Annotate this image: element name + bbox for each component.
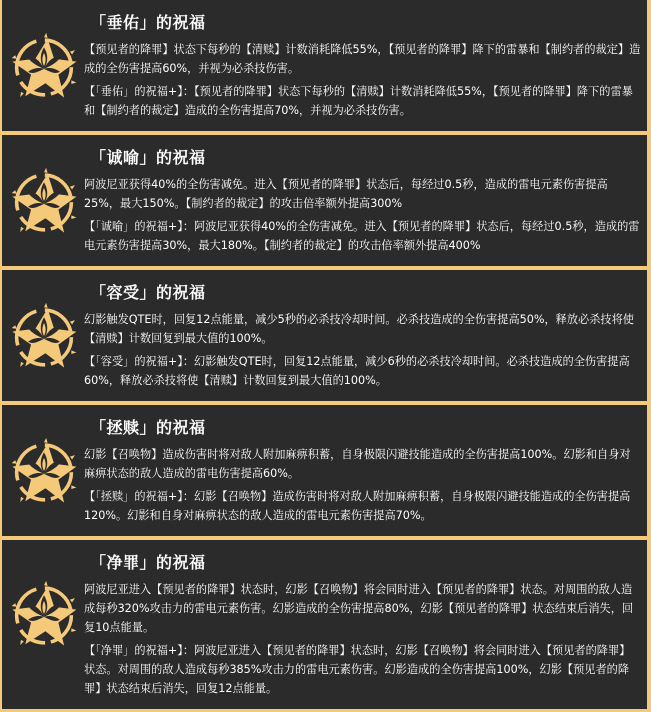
blessing-card-chengyu	[2, 135, 647, 266]
blessing-body	[84, 445, 641, 529]
blessing-title: 「拯赎」的祝福	[90, 418, 206, 437]
blessing-description: 阿波尼亚进入【预见者的降罪】状态时，幻影【召唤物】将会同时进入【预见者的降罪】状态。对周围的敌人造成每秒320%攻击力的雷电元素伤害。幻影造成的全伤害提高80%，幻影【预见者的降罪】状态结束后消失，回复10点能量。	[84, 583, 634, 634]
blessing-title: 「诚喻」的祝福	[90, 148, 206, 167]
blessing-card-chuiyou	[2, 0, 647, 131]
blessing-title: 「净罪」的祝福	[90, 553, 206, 572]
lotus-star-emblem-icon	[8, 165, 80, 237]
blessing-description: 【预见者的降罪】状态下每秒的【清赎】计数消耗降低55%，【预见者的降罪】降下的雷暴和【制约者的裁定】造成的全伤害提高60%，并视为必杀技伤害。	[84, 43, 641, 75]
blessing-body	[84, 310, 641, 394]
blessing-plus-description: 【「净罪」的祝福+】：阿波尼亚进入【预见者的降罪】状态时，幻影【召唤物】将会同时进入【预见者的降罪】状态。对周围的敌人造成每秒385%攻击力的雷电元素伤害。幻影造成的全伤害提高100%，幻影【预见者的降罪】状态结束后消失，回复12点能量。	[84, 644, 631, 695]
lotus-star-emblem-icon	[8, 435, 80, 507]
blessing-description: 幻影【召唤物】造成伤害时将对敌人附加麻痹积蓄，自身极限闪避技能造成的全伤害提高100%。幻影和自身对麻痹状态的敌人造成的雷电伤害提高60%。	[84, 448, 631, 480]
blessing-card-rongshou	[2, 270, 647, 401]
blessing-plus-description: 【「诚喻」的祝福+】：阿波尼亚获得40%的全伤害减免。进入【预见者的降罪】状态后，每经过0.5秒，造成的雷电元素伤害提高30%，最大180%。【制约者的裁定】的攻击倍率额外提高400%	[84, 220, 640, 252]
blessing-description: 阿波尼亚获得40%的全伤害减免。进入【预见者的降罪】状态后，每经过0.5秒，造成的雷电元素伤害提高25%，最大150%。【制约者的裁定】的攻击倍率额外提高300%	[84, 178, 608, 210]
blessing-body	[84, 40, 641, 124]
blessing-plus-description: 【「垂佑」的祝福+】：【预见者的降罪】状态下每秒的【清赎】计数消耗降低55%，【预见者的降罪】降下的雷暴和【制约者的裁定】造成的全伤害提高70%，并视为必杀技伤害。	[84, 85, 633, 117]
blessing-card-jingzui	[2, 540, 647, 709]
lotus-star-emblem-icon	[8, 300, 80, 372]
blessing-body	[84, 175, 641, 259]
lotus-star-emblem-icon	[8, 578, 80, 650]
blessing-card-zhengshu	[2, 405, 647, 536]
blessing-title: 「容受」的祝福	[90, 283, 206, 302]
blessing-body	[84, 580, 641, 702]
blessing-description: 幻影触发QTE时，回复12点能量，减少5秒的必杀技冷却时间。必杀技造成的全伤害提高50%，释放必杀技将使【清赎】计数回复到最大值的100%。	[84, 313, 634, 345]
blessing-plus-description: 【「容受」的祝福+】：幻影触发QTE时，回复12点能量，减少6秒的必杀技冷却时间。必杀技造成的全伤害提高60%，释放必杀技将使【清赎】计数回复到最大值的100%。	[84, 355, 630, 387]
lotus-star-emblem-icon	[8, 30, 80, 102]
blessing-plus-description: 【「拯赎」的祝福+】：幻影【召唤物】造成伤害时将对敌人附加麻痹积蓄，自身极限闪避技能造成的全伤害提高120%。幻影和自身对麻痹状态的敌人造成的雷电元素伤害提高70%。	[84, 490, 631, 522]
blessing-title: 「垂佑」的祝福	[90, 13, 206, 32]
